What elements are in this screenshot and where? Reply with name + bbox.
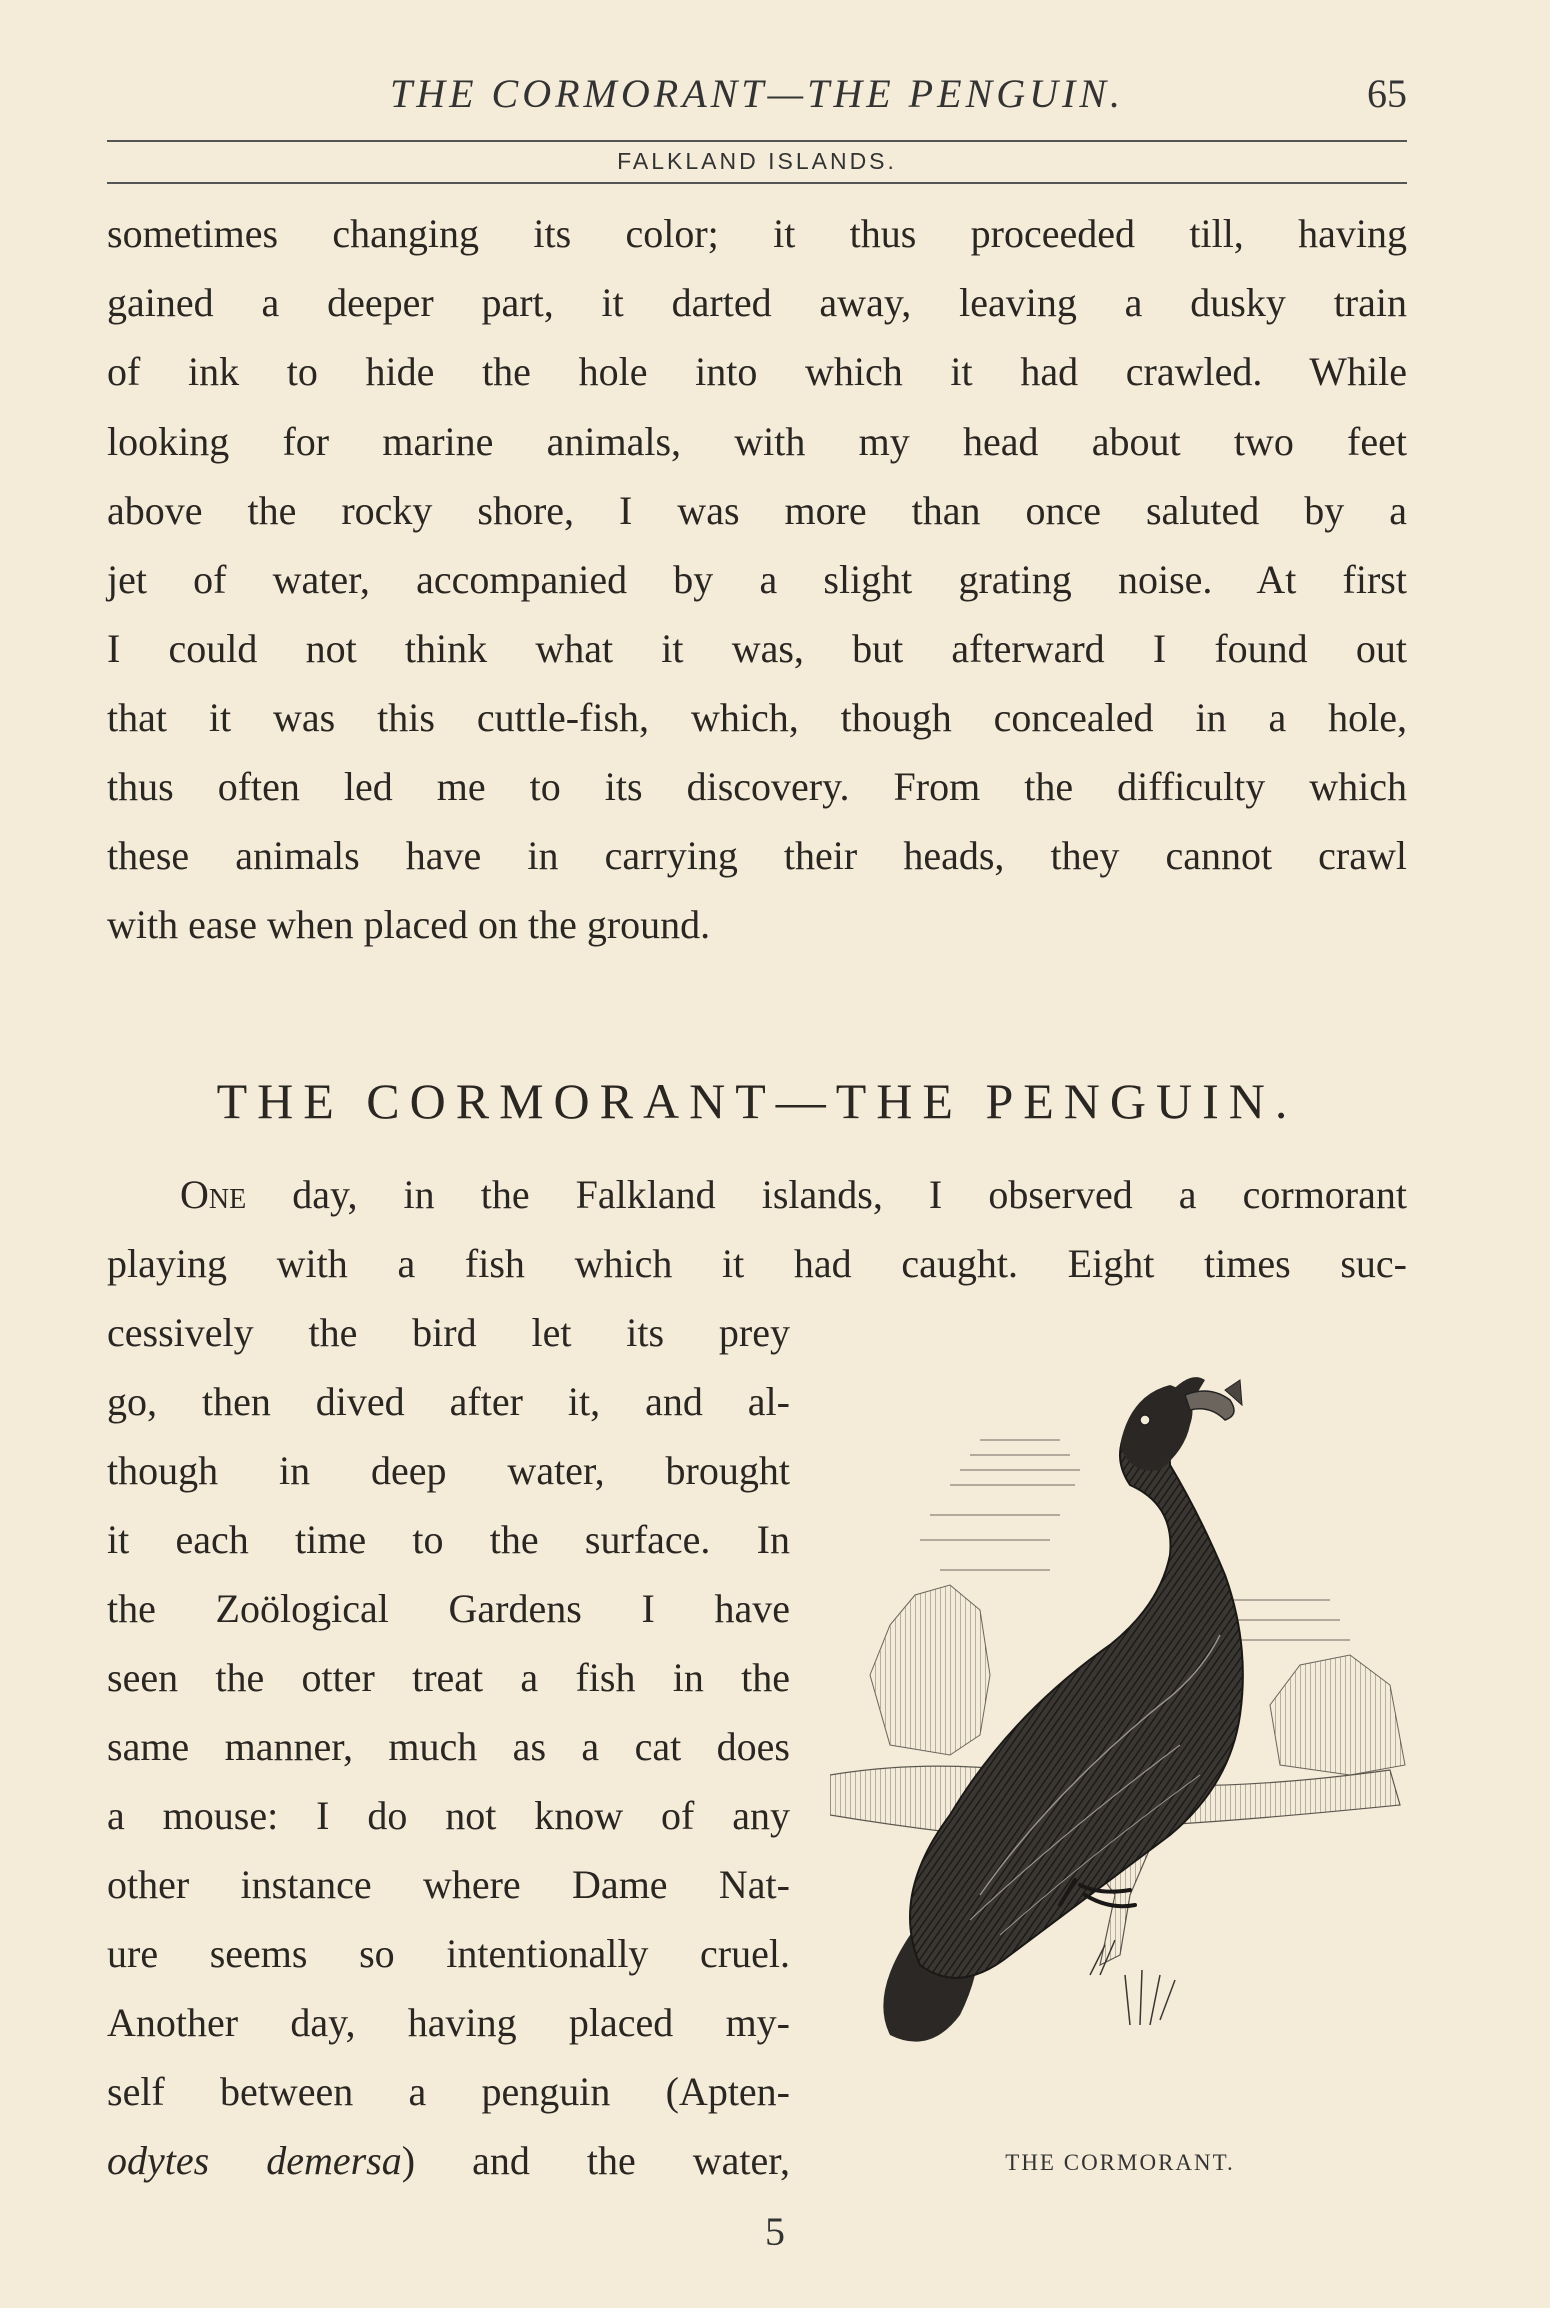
text-line: sometimes changing its color; it thus proceeded till, having: [107, 211, 1407, 256]
text-line: thus often led me to its discovery. From the difficulty which: [107, 764, 1407, 809]
text-line: ure seems so intentionally cruel.: [107, 1931, 790, 1976]
text-line: jet of water, accompanied by a slight grating noise. At first: [107, 557, 1407, 602]
text-line: other instance where Dame Nat-: [107, 1862, 790, 1907]
line-rest: ) and the water,: [401, 2138, 790, 2183]
text-line: [107, 2137, 790, 2185]
text-line: that it was this cuttle-fish, which, though concealed in a hole,: [107, 695, 1407, 740]
running-head-title: THE CORMORANT—THE PENGUIN.: [389, 71, 1125, 116]
text-line: playing with a fish which it had caught. Eight times suc-: [107, 1241, 1407, 1286]
text-line: self between a penguin (Apten-: [107, 2069, 790, 2114]
section-subhead: FALKLAND ISLANDS.: [617, 148, 897, 174]
cormorant-engraving: [830, 1375, 1410, 2095]
running-head: [107, 70, 1407, 126]
text-line: go, then dived after it, and al-: [107, 1379, 790, 1424]
latin-name: odytes demersa: [107, 2138, 402, 2183]
text-line: gained a deeper part, it darted away, leaving a dusky train: [107, 280, 1407, 325]
text-line: with ease when placed on the ground.: [107, 902, 711, 947]
page-number: 65: [1367, 71, 1407, 116]
signature-mark: 5: [765, 2209, 785, 2254]
text-line: the Zoölogical Gardens I have: [107, 1586, 790, 1631]
text-line: cessively the bird let its prey: [107, 1310, 790, 1355]
header-rule-top: [107, 140, 1407, 142]
text-line: I could not think what it was, but afterward I found out: [107, 626, 1407, 671]
text-line: seen the otter treat a fish in the: [107, 1655, 790, 1700]
section-heading: THE CORMORANT—THE PENGUIN.: [216, 1073, 1298, 1129]
text-line: same manner, much as a cat does: [107, 1724, 790, 1769]
text-line: these animals have in carrying their heads, they cannot crawl: [107, 833, 1407, 878]
text-line: though in deep water, brought: [107, 1448, 790, 1493]
text-line: [180, 1171, 1407, 1219]
figure-caption: THE CORMORANT.: [1005, 2150, 1235, 2175]
text-line: of ink to hide the hole into which it had crawled. While: [107, 349, 1407, 394]
text-line: above the rocky shore, I was more than once saluted by a: [107, 488, 1407, 533]
drop-word: One: [180, 1172, 247, 1217]
text-line: looking for marine animals, with my head about two feet: [107, 419, 1407, 464]
text-line: Another day, having placed my-: [107, 2000, 790, 2045]
text-line: it each time to the surface. In: [107, 1517, 790, 1562]
text-line: a mouse: I do not know of any: [107, 1793, 790, 1838]
header-rule-bottom: [107, 182, 1407, 184]
line-rest: day, in the Falkland islands, I observed a cormorant: [246, 1172, 1407, 1217]
